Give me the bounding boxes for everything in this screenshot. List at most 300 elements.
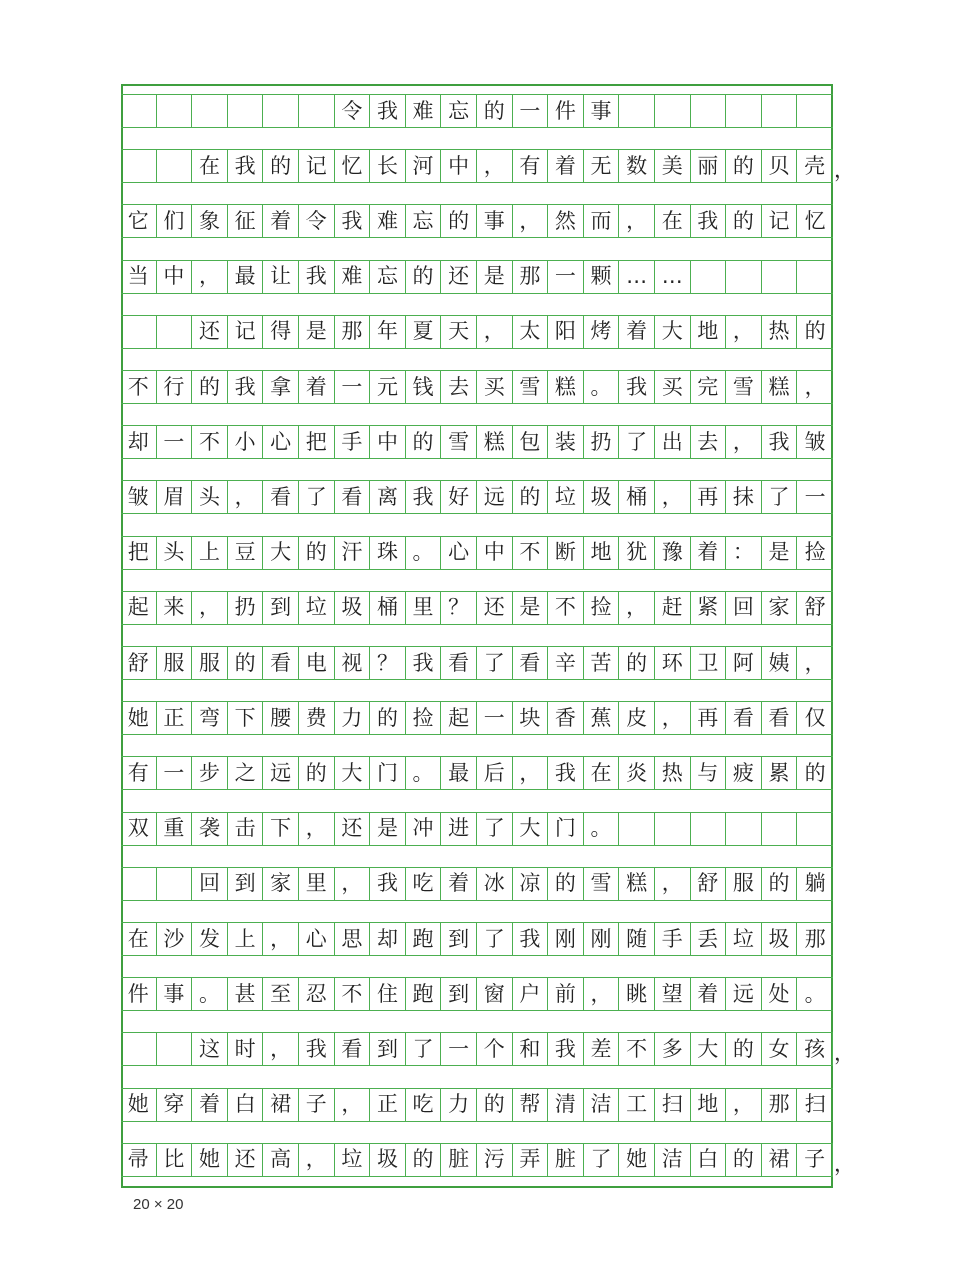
grid-cell: 捡 [406,702,442,734]
grid-cell: ， [804,650,826,675]
grid-cell: 。 [584,371,620,403]
grid-cell: 不 [335,978,371,1010]
grid-cell: 我 [299,261,335,293]
grid-cell: 记 [299,150,335,182]
grid-cell: 扔 [584,426,620,458]
grid-cell: 了 [477,923,513,955]
grid-cell [263,95,299,127]
grid-cell: 忆 [335,150,371,182]
grid-cell: 断 [548,537,584,569]
grid-cell: 洁 [584,1089,620,1121]
grid-cell: 刚 [548,923,584,955]
grid-cell: 却 [370,923,406,955]
grid-cell: 不 [121,371,157,403]
grid-cell: ， [726,1089,762,1121]
grid-cell [797,95,833,127]
grid-cell: 舒 [804,595,826,620]
grid-cell: 令 [335,95,371,127]
grid-cell: … [655,261,691,293]
grid-cell: 子 [299,1089,335,1121]
grid-cell: 不 [192,426,228,458]
grid-cell: 得 [263,316,299,348]
grid-cell: ， [655,481,691,513]
grid-cell: ， [477,150,513,182]
grid-cell [797,261,833,293]
grid-cell: 犹 [619,537,655,569]
grid-cell: 扫 [655,1089,691,1121]
grid-cell: 的 [726,205,762,237]
grid-cell: 冲 [406,813,442,845]
grid-cell: 去 [691,426,727,458]
grid-cell: 望 [655,978,691,1010]
grid-cell [726,95,762,127]
grid-cell: 雪 [726,371,762,403]
grid-cell: 子 [797,1144,833,1176]
text-row [121,591,833,625]
grid-cell: 她 [192,1144,228,1176]
grid-cell: 了 [406,1033,442,1065]
grid-cell [157,1033,193,1065]
grid-cell [691,95,727,127]
grid-cell: … [619,261,655,293]
grid-cell: 地 [691,316,727,348]
grid-cell: 河 [406,150,442,182]
grid-cell: 的 [370,702,406,734]
grid-cell: 眺 [619,978,655,1010]
grid-cell: 看 [726,702,762,734]
grid-cell: 。 [192,978,228,1010]
grid-cell: 行 [157,371,193,403]
grid-cell: 头 [192,481,228,513]
grid-cell: 难 [406,95,442,127]
grid-cell: 我 [548,1033,584,1065]
grid-cell: 地 [584,537,620,569]
grid-cell: 白 [691,1144,727,1176]
grid-cell: 的 [406,261,442,293]
grid-cell: 重 [157,813,193,845]
grid-cell: 那 [335,316,371,348]
grid-cell: 时 [228,1033,264,1065]
grid-cell: 忘 [441,95,477,127]
grid-cell: 甚 [228,978,264,1010]
grid-cell: 垃 [548,481,584,513]
grid-cell: 了 [299,481,335,513]
grid-cell: 壳 [797,150,833,182]
grid-cell: 住 [370,978,406,1010]
grid-cell [157,150,193,182]
grid-cell [762,813,798,845]
grid-cell: 看 [263,647,299,679]
grid-cell: 我 [691,205,727,237]
grid-cell: 正 [157,702,193,734]
grid-cell: 服 [726,868,762,900]
grid-cell [192,95,228,127]
grid-cell: 看 [513,647,549,679]
grid-cell: 是 [477,261,513,293]
grid-cell: 姨 [762,647,798,679]
grid-cell: 皮 [619,702,655,734]
grid-cell: 一 [335,371,371,403]
grid-cell: 看 [762,702,798,734]
text-row [121,977,833,1011]
grid-cell: 她 [121,702,157,734]
grid-cell [121,868,157,900]
grid-cell: 至 [263,978,299,1010]
grid-cell [157,868,193,900]
grid-cell: 中 [441,150,477,182]
grid-cell: 糕 [477,426,513,458]
grid-cell: 圾 [584,481,620,513]
grid-cell: 帚 [121,1144,157,1176]
grid-cell: 不 [548,592,584,624]
grid-cell: 冰 [477,868,513,900]
grid-cell: 远 [477,481,513,513]
grid-cell: 装 [548,426,584,458]
grid-cell: 的 [804,319,826,344]
grid-cell: 忆 [804,208,826,233]
grid-cell: 帮 [513,1089,549,1121]
grid-cell: ， [477,316,513,348]
grid-cell: ， [619,592,655,624]
grid-cell: 洁 [655,1144,691,1176]
grid-cell: 污 [477,1144,513,1176]
grid-cell: 美 [655,150,691,182]
grid-cell: 圾 [762,923,798,955]
grid-cell: 腰 [263,702,299,734]
text-row [121,1088,833,1122]
grid-cell: 弯 [192,702,228,734]
grid-cell: 件 [121,978,157,1010]
grid-cell: ？ [370,647,406,679]
text-row [121,480,833,514]
grid-cell: 之 [228,757,264,789]
grid-cell: 的 [619,647,655,679]
grid-cell: 的 [263,150,299,182]
grid-cell: 珠 [370,537,406,569]
grid-cell: 扔 [228,592,264,624]
grid-cell [619,95,655,127]
grid-cell: 在 [655,205,691,237]
grid-cell: 令 [299,205,335,237]
grid-cell: 豆 [228,537,264,569]
grid-cell: 手 [335,426,371,458]
grid-cell: 着 [299,371,335,403]
grid-cell: 皱 [121,481,157,513]
grid-cell: 忘 [370,261,406,293]
grid-cell: 。 [406,537,442,569]
grid-cell: 累 [762,757,798,789]
grid-cell: 着 [548,150,584,182]
grid-cell [228,95,264,127]
grid-cell [797,813,833,845]
grid-cell: 买 [477,371,513,403]
grid-cell: 吃 [406,1089,442,1121]
grid-cell: 的 [726,150,762,182]
grid-cell: 这 [192,1033,228,1065]
grid-cell: ？ [441,592,477,624]
grid-cell: 一 [157,426,193,458]
grid-cell: ， [263,923,299,955]
grid-cell: 而 [584,205,620,237]
grid-cell: 我 [228,150,264,182]
grid-cell: 夏 [406,316,442,348]
grid-cell [726,813,762,845]
grid-cell: 出 [655,426,691,458]
grid-cell: 我 [335,205,371,237]
grid-cell: 豫 [655,537,691,569]
grid-cell: 把 [299,426,335,458]
grid-cell: 雪 [513,371,549,403]
grid-cell: 我 [513,923,549,955]
grid-cell: 是 [762,537,798,569]
grid-cell: 我 [370,95,406,127]
grid-cell: 。 [584,813,620,845]
text-row [121,922,833,956]
grid-cell: 躺 [804,871,826,896]
grid-cell: 我 [762,426,798,458]
grid-cell: 有 [513,150,549,182]
grid-cell: 那 [513,261,549,293]
grid-cell: 的 [726,1144,762,1176]
grid-cell: 力 [335,702,371,734]
grid-cell: 让 [263,261,299,293]
grid-cell: 在 [584,757,620,789]
grid-cell [299,95,335,127]
grid-cell: 步 [192,757,228,789]
grid-cell: 裙 [762,1144,798,1176]
grid-cell: 在 [121,923,157,955]
grid-cell: 一 [804,484,826,509]
grid-cell: ， [263,1033,299,1065]
grid-cell: ， [513,205,549,237]
grid-cell: 我 [228,371,264,403]
grid-cell: 事 [157,978,193,1010]
grid-cell: 袭 [192,813,228,845]
grid-cell: 最 [228,261,264,293]
text-row [121,701,833,735]
grid-cell: 捡 [804,540,826,565]
grid-cell [655,95,691,127]
grid-cell: 的 [406,1144,442,1176]
grid-cell: 大 [691,1033,727,1065]
grid-cell: 着 [691,978,727,1010]
text-row [121,1032,855,1066]
grid-cell: 门 [370,757,406,789]
grid-cell: 白 [228,1089,264,1121]
grid-cell: 记 [228,316,264,348]
grid-cell [121,316,157,348]
grid-cell [655,813,691,845]
grid-cell: 沙 [157,923,193,955]
grid-cell: 却 [121,426,157,458]
grid-cell: 工 [619,1089,655,1121]
grid-cell [691,261,727,293]
grid-cell: 烤 [584,316,620,348]
overflow-punctuation: ， [834,1151,855,1176]
grid-cell: 孩 [797,1033,833,1065]
grid-cell: 颗 [584,261,620,293]
grid-cell: 的 [228,647,264,679]
grid-cell [726,261,762,293]
grid-cell: 丢 [691,923,727,955]
grid-cell: ， [804,374,826,399]
grid-cell: 着 [192,1089,228,1121]
grid-cell: 家 [263,868,299,900]
grid-cell: 一 [157,757,193,789]
grid-cell: 起 [441,702,477,734]
grid-cell: 还 [477,592,513,624]
grid-cell: 太 [513,316,549,348]
grid-cell: 不 [513,537,549,569]
grid-cell: 上 [192,537,228,569]
grid-cell [157,316,193,348]
overflow-punctuation: ， [834,158,855,183]
grid-cell: 心 [263,426,299,458]
grid-cell: 还 [228,1144,264,1176]
composition-grid-paper [121,84,855,1188]
grid-cell: 大 [335,757,371,789]
grid-cell: 看 [335,1033,371,1065]
grid-cell: 力 [441,1089,477,1121]
grid-cell: ， [192,261,228,293]
grid-cell: 件 [548,95,584,127]
grid-cell: 了 [477,813,513,845]
grid-cell: 回 [726,592,762,624]
grid-cell: 疲 [726,757,762,789]
grid-cell: 最 [441,757,477,789]
grid-cell: ： [726,537,762,569]
grid-cell: 大 [263,537,299,569]
grid-cell: 我 [548,757,584,789]
grid-cell: 糕 [548,371,584,403]
grid-cell: 户 [513,978,549,1010]
grid-cell: 桶 [370,592,406,624]
grid-cell: 与 [691,757,727,789]
grid-cell: 完 [691,371,727,403]
grid-cell: 裙 [263,1089,299,1121]
grid-cell: 再 [691,702,727,734]
grid-cell: 进 [441,813,477,845]
text-row [121,756,833,790]
grid-cell: 的 [192,371,228,403]
grid-cell: 远 [263,757,299,789]
grid-cell: 高 [263,1144,299,1176]
grid-cell: 忘 [406,205,442,237]
grid-cell [619,813,655,845]
grid-cell: 拿 [263,371,299,403]
title-row [121,94,833,128]
grid-cell: 。 [804,981,826,1006]
grid-cell: 差 [584,1033,620,1065]
grid-cell: ， [655,868,691,900]
grid-cell: ， [619,205,655,237]
grid-cell: 然 [548,205,584,237]
grid-cell: 击 [228,813,264,845]
grid-cell: 再 [691,481,727,513]
grid-cell: 雪 [584,868,620,900]
grid-cell: 还 [192,316,228,348]
grid-cell: 那 [762,1089,798,1121]
grid-cell: 中 [157,261,193,293]
grid-cell: 不 [619,1033,655,1065]
grid-cell: 数 [619,150,655,182]
grid-cell: 征 [228,205,264,237]
grid-cell [762,261,798,293]
text-row [121,260,833,294]
grid-cell: ， [513,757,549,789]
grid-cell: 跑 [406,978,442,1010]
grid-cell: 后 [477,757,513,789]
grid-cell: 比 [157,1144,193,1176]
grid-cell [121,1033,157,1065]
grid-cell: 。 [406,757,442,789]
grid-cell: ， [726,426,762,458]
grid-cell: 舒 [691,868,727,900]
grid-cell: 我 [299,1033,335,1065]
grid-cell: ， [655,702,691,734]
grid-cell: 在 [192,150,228,182]
grid-cell: 它 [121,205,157,237]
grid-cell: 热 [655,757,691,789]
grid-cell: 紧 [691,592,727,624]
grid-cell: 了 [762,481,798,513]
grid-cell: 事 [584,95,620,127]
grid-cell: 扫 [804,1092,826,1117]
text-row [121,812,833,846]
grid-cell: 看 [441,647,477,679]
grid-cell: 着 [441,868,477,900]
grid-cell [157,95,193,127]
grid-cell: 穿 [157,1089,193,1121]
grid-cell: 视 [335,647,371,679]
grid-cell: 随 [619,923,655,955]
grid-cell: 的 [804,760,826,785]
grid-cell: 有 [121,757,157,789]
grid-cell: 脏 [441,1144,477,1176]
grid-cell: 我 [406,647,442,679]
grid-cell: 是 [513,592,549,624]
grid-cell: 雪 [441,426,477,458]
grid-cell: 当 [121,261,157,293]
grid-cell: 的 [441,205,477,237]
grid-cell: 了 [477,647,513,679]
grid-cell: 弄 [513,1144,549,1176]
grid-cell: 里 [406,592,442,624]
grid-cell: 圾 [335,592,371,624]
grid-cell: 赶 [655,592,691,624]
grid-cell: 着 [691,537,727,569]
grid-cell: 着 [619,316,655,348]
text-row [121,370,833,404]
grid-cell: 头 [157,537,193,569]
grid-cell: 捡 [584,592,620,624]
grid-cell: 到 [441,978,477,1010]
grid-cell: 桶 [619,481,655,513]
grid-cell: 的 [406,426,442,458]
grid-cell: 我 [619,371,655,403]
grid-cell: 的 [726,1033,762,1065]
grid-cell: 炎 [619,757,655,789]
grid-cell: 年 [370,316,406,348]
grid-cell: 到 [370,1033,406,1065]
grid-cell: 的 [477,95,513,127]
grid-cell: 思 [335,923,371,955]
grid-cell: 阿 [726,647,762,679]
grid-cell: 起 [121,592,157,624]
grid-cell: 跑 [406,923,442,955]
text-row [121,149,855,183]
grid-cell: 汗 [335,537,371,569]
